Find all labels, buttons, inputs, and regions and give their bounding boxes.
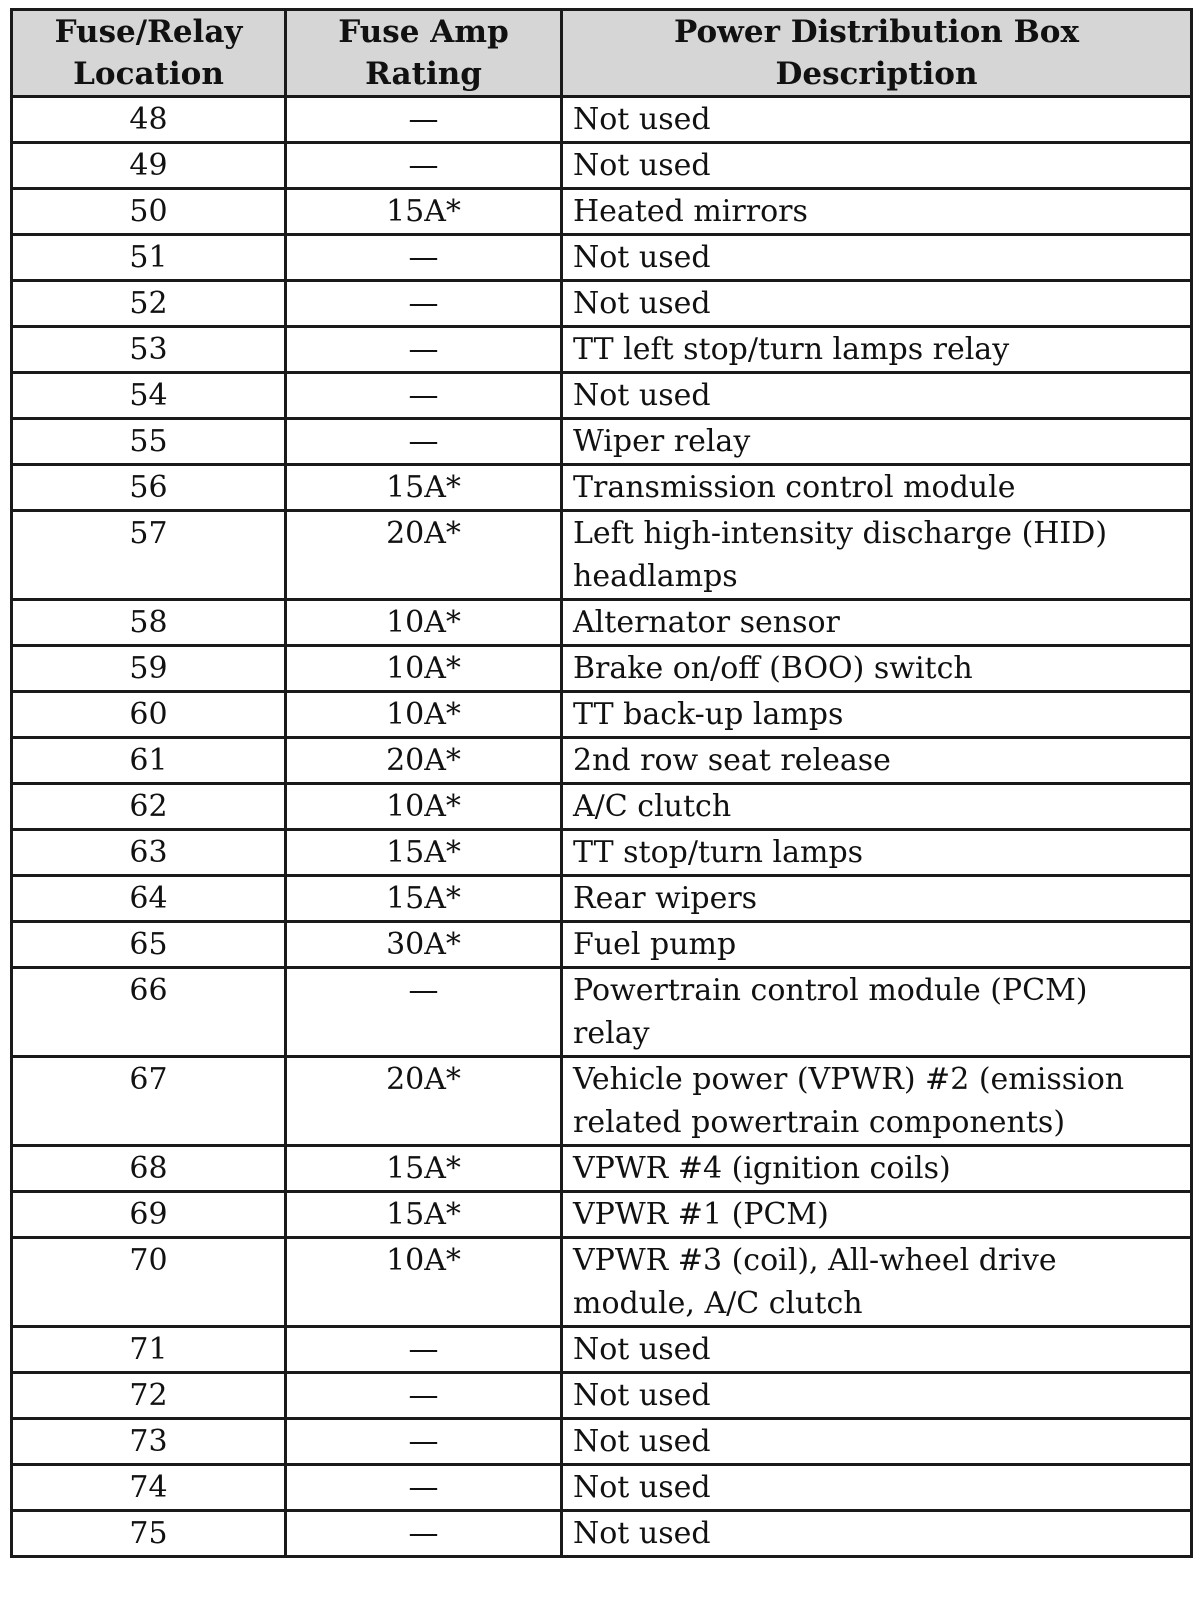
table-row <box>12 1419 1192 1465</box>
table-row <box>12 1057 1192 1146</box>
fuse-location-cell: 58 <box>12 600 286 646</box>
fuse-description-cell <box>562 1373 1192 1419</box>
table-row <box>12 327 1192 373</box>
fuse-description-cell <box>562 922 1192 968</box>
fuse-rating-cell: 15A* <box>286 1192 562 1238</box>
table-row <box>12 968 1192 1057</box>
fuse-rating-cell: — <box>286 97 562 143</box>
table-row <box>12 692 1192 738</box>
fuse-location-cell: 61 <box>12 738 286 784</box>
fuse-location-cell: 72 <box>12 1373 286 1419</box>
description-line: module, A/C clutch <box>573 1286 863 1321</box>
table-row <box>12 876 1192 922</box>
header-description <box>562 10 1192 97</box>
fuse-rating-cell: 15A* <box>286 876 562 922</box>
fuse-description-cell <box>562 600 1192 646</box>
description-line: TT back-up lamps <box>573 697 844 732</box>
fuse-description-cell <box>562 1327 1192 1373</box>
description-line: Heated mirrors <box>573 194 808 229</box>
fuse-rating-cell: 20A* <box>286 738 562 784</box>
description-line: VPWR #3 (coil), All-wheel drive <box>573 1243 1057 1278</box>
fuse-rating-cell: 30A* <box>286 922 562 968</box>
fuse-location-cell: 52 <box>12 281 286 327</box>
fuse-table <box>10 8 1193 1558</box>
fuse-location-cell: 56 <box>12 465 286 511</box>
fuse-rating-cell: 10A* <box>286 646 562 692</box>
fuse-description-cell <box>562 327 1192 373</box>
description-line: Wiper relay <box>573 424 751 459</box>
header-row <box>12 10 1192 97</box>
fuse-location-cell: 59 <box>12 646 286 692</box>
table-row <box>12 281 1192 327</box>
fuse-description-cell <box>562 1057 1192 1146</box>
fuse-description-cell <box>562 373 1192 419</box>
fuse-location-cell: 67 <box>12 1057 286 1146</box>
table-row <box>12 600 1192 646</box>
description-line: related powertrain components) <box>573 1105 1066 1140</box>
fuse-location-cell: 63 <box>12 830 286 876</box>
fuse-rating-cell: — <box>286 1511 562 1557</box>
description-line: Brake on/off (BOO) switch <box>573 651 973 686</box>
fuse-rating-cell: 20A* <box>286 511 562 600</box>
table-row <box>12 1373 1192 1419</box>
fuse-description-cell <box>562 235 1192 281</box>
table-row <box>12 373 1192 419</box>
description-line: TT stop/turn lamps <box>573 835 864 870</box>
fuse-description-cell <box>562 465 1192 511</box>
description-line: Left high-intensity discharge (HID) <box>573 516 1108 551</box>
description-line: Not used <box>573 1424 711 1459</box>
fuse-rating-cell: — <box>286 281 562 327</box>
fuse-description-cell <box>562 143 1192 189</box>
table-row <box>12 511 1192 600</box>
fuse-rating-cell: 15A* <box>286 830 562 876</box>
description-line: Powertrain control module (PCM) <box>573 973 1088 1008</box>
table-row <box>12 235 1192 281</box>
description-line: VPWR #1 (PCM) <box>573 1197 829 1232</box>
fuse-location-cell: 55 <box>12 419 286 465</box>
description-line: VPWR #4 (ignition coils) <box>573 1151 951 1186</box>
description-line: Not used <box>573 378 711 413</box>
fuse-location-cell: 69 <box>12 1192 286 1238</box>
fuse-rating-cell: — <box>286 373 562 419</box>
table-row <box>12 738 1192 784</box>
fuse-rating-cell: — <box>286 235 562 281</box>
fuse-description-cell <box>562 876 1192 922</box>
fuse-description-cell <box>562 1192 1192 1238</box>
fuse-description-cell <box>562 97 1192 143</box>
fuse-rating-cell: 10A* <box>286 784 562 830</box>
fuse-location-cell: 74 <box>12 1465 286 1511</box>
fuse-rating-cell: — <box>286 1465 562 1511</box>
fuse-description-cell <box>562 1146 1192 1192</box>
fuse-rating-cell: — <box>286 143 562 189</box>
table-row <box>12 646 1192 692</box>
description-line: A/C clutch <box>573 789 732 824</box>
description-line: Transmission control module <box>573 470 1016 505</box>
description-line: relay <box>573 1016 650 1051</box>
table-row <box>12 419 1192 465</box>
fuse-location-cell: 51 <box>12 235 286 281</box>
fuse-rating-cell: — <box>286 419 562 465</box>
fuse-location-cell: 75 <box>12 1511 286 1557</box>
table-header <box>12 10 1192 97</box>
fuse-location-cell: 65 <box>12 922 286 968</box>
description-line: Not used <box>573 1332 711 1367</box>
fuse-description-cell <box>562 419 1192 465</box>
table-row <box>12 830 1192 876</box>
fuse-description-cell <box>562 1511 1192 1557</box>
fuse-description-cell <box>562 281 1192 327</box>
header-location <box>12 10 286 97</box>
table-row <box>12 189 1192 235</box>
header-description-line-1: Power Distribution Box <box>674 14 1079 50</box>
fuse-rating-cell: — <box>286 1327 562 1373</box>
description-line: Not used <box>573 1516 711 1551</box>
header-location-line-2: Location <box>73 56 224 92</box>
description-line: TT left stop/turn lamps relay <box>573 332 1010 367</box>
fuse-location-cell: 57 <box>12 511 286 600</box>
description-line: Fuel pump <box>573 927 737 962</box>
fuse-rating-cell: — <box>286 327 562 373</box>
header-description-line-2: Description <box>775 56 978 92</box>
fuse-rating-cell: 20A* <box>286 1057 562 1146</box>
description-line: 2nd row seat release <box>573 743 891 778</box>
fuse-location-cell: 48 <box>12 97 286 143</box>
table-row <box>12 784 1192 830</box>
description-line: Not used <box>573 1378 711 1413</box>
fuse-rating-cell: 15A* <box>286 189 562 235</box>
header-rating <box>286 10 562 97</box>
table-row <box>12 97 1192 143</box>
fuse-description-cell <box>562 1419 1192 1465</box>
fuse-description-cell <box>562 784 1192 830</box>
fuse-rating-cell: 10A* <box>286 692 562 738</box>
fuse-rating-cell: 10A* <box>286 600 562 646</box>
fuse-description-cell <box>562 738 1192 784</box>
fuse-location-cell: 60 <box>12 692 286 738</box>
fuse-location-cell: 64 <box>12 876 286 922</box>
table-row <box>12 1192 1192 1238</box>
description-line: headlamps <box>573 559 738 594</box>
fuse-rating-cell: — <box>286 1419 562 1465</box>
fuse-location-cell: 66 <box>12 968 286 1057</box>
table-row <box>12 143 1192 189</box>
header-rating-line-1: Fuse Amp <box>338 14 509 50</box>
fuse-location-cell: 68 <box>12 1146 286 1192</box>
fuse-location-cell: 54 <box>12 373 286 419</box>
fuse-description-cell <box>562 830 1192 876</box>
fuse-description-cell <box>562 511 1192 600</box>
description-line: Alternator sensor <box>573 605 840 640</box>
fuse-location-cell: 70 <box>12 1238 286 1327</box>
description-line: Not used <box>573 102 711 137</box>
table-row <box>12 1146 1192 1192</box>
header-location-line-1: Fuse/Relay <box>54 14 243 50</box>
fuse-location-cell: 49 <box>12 143 286 189</box>
description-line: Not used <box>573 240 711 275</box>
fuse-location-cell: 73 <box>12 1419 286 1465</box>
fuse-description-cell <box>562 1465 1192 1511</box>
fuse-location-cell: 62 <box>12 784 286 830</box>
description-line: Vehicle power (VPWR) #2 (emission <box>573 1062 1125 1097</box>
description-line: Not used <box>573 1470 711 1505</box>
header-rating-line-2: Rating <box>365 56 482 92</box>
fuse-description-cell <box>562 1238 1192 1327</box>
fuse-description-cell <box>562 189 1192 235</box>
fuse-description-cell <box>562 692 1192 738</box>
fuse-location-cell: 71 <box>12 1327 286 1373</box>
table-row <box>12 465 1192 511</box>
fuse-rating-cell: — <box>286 968 562 1057</box>
description-line: Not used <box>573 286 711 321</box>
table-row <box>12 922 1192 968</box>
fuse-rating-cell: 10A* <box>286 1238 562 1327</box>
table-row <box>12 1511 1192 1557</box>
fuse-rating-cell: — <box>286 1373 562 1419</box>
fuse-description-cell <box>562 968 1192 1057</box>
fuse-location-cell: 53 <box>12 327 286 373</box>
description-line: Not used <box>573 148 711 183</box>
table-row <box>12 1465 1192 1511</box>
fuse-rating-cell: 15A* <box>286 1146 562 1192</box>
description-line: Rear wipers <box>573 881 758 916</box>
fuse-description-cell <box>562 646 1192 692</box>
table-row <box>12 1327 1192 1373</box>
fuse-location-cell: 50 <box>12 189 286 235</box>
fuse-rating-cell: 15A* <box>286 465 562 511</box>
table-body <box>12 97 1192 1557</box>
table-row <box>12 1238 1192 1327</box>
